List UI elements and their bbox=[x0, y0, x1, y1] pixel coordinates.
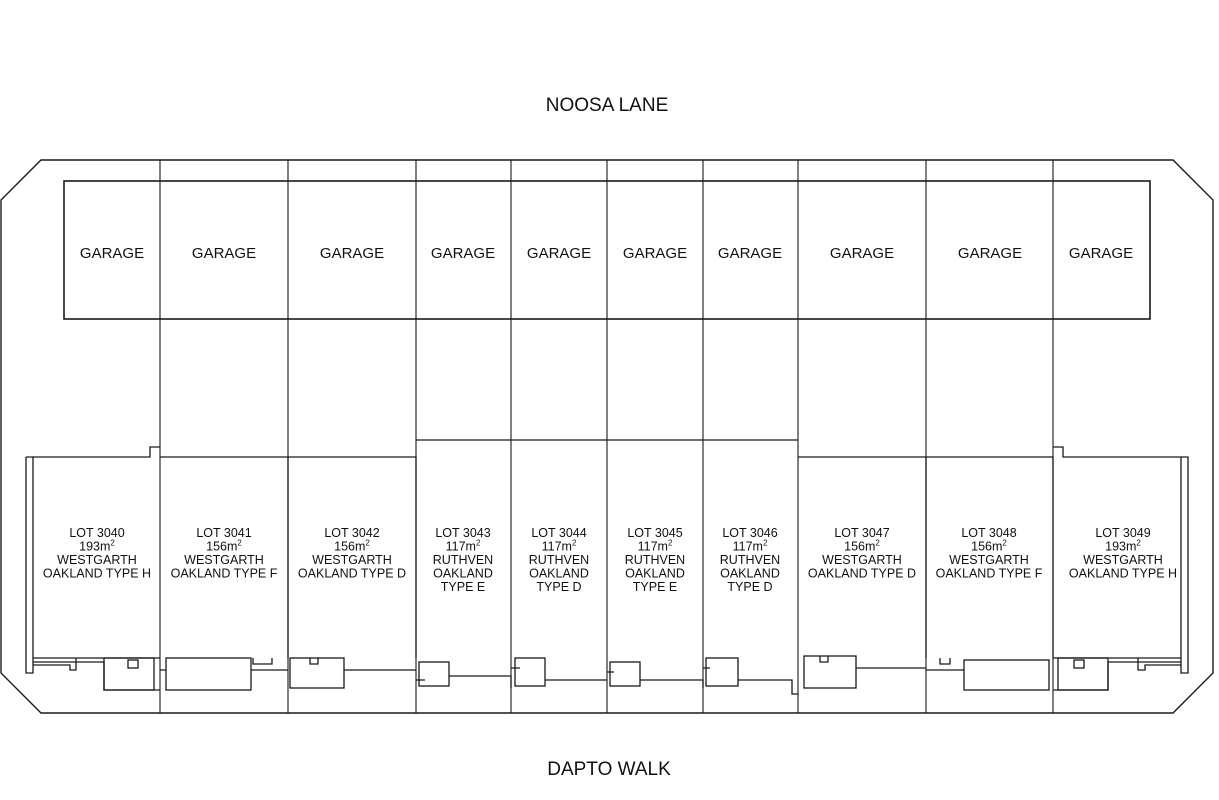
lot-type-line: OAKLAND bbox=[529, 566, 589, 581]
lot-number: LOT 3047 bbox=[834, 526, 890, 540]
lot-number: LOT 3048 bbox=[961, 526, 1017, 540]
garage-label: GARAGE bbox=[191, 245, 257, 262]
lot-area: 117m bbox=[541, 539, 572, 554]
lot-label: LOT 3043 $117m^2$ RUTHVEN OAKLAND TYPE E bbox=[432, 526, 494, 594]
lot-type-line: WESTGARTH bbox=[822, 553, 902, 567]
lot-type-line: WESTGARTH bbox=[184, 553, 264, 567]
lot-area: 156m bbox=[971, 539, 1003, 554]
lot-number: LOT 3042 bbox=[324, 526, 380, 540]
garage-label: GARAGE bbox=[430, 245, 496, 262]
lot-area: 193m bbox=[79, 539, 111, 554]
lot-number: LOT 3046 bbox=[722, 526, 778, 540]
lot-type-line: RUTHVEN bbox=[432, 553, 494, 567]
lot-label: LOT 3044 $117m^2$ RUTHVEN OAKLAND TYPE D bbox=[528, 526, 590, 594]
lot-type-line: OAKLAND bbox=[433, 566, 493, 581]
lot-type-line: TYPE D bbox=[727, 580, 773, 594]
lot-area: 117m bbox=[637, 539, 668, 554]
lot-label: LOT 3049 $193m^2$ WESTGARTH OAKLAND TYPE H bbox=[1068, 526, 1178, 581]
lot-type-line: WESTGARTH bbox=[1083, 553, 1163, 567]
lot-type-line: OAKLAND TYPE D bbox=[297, 566, 407, 581]
lot-type-line: WESTGARTH bbox=[312, 553, 392, 567]
street-label-top: NOOSA LANE bbox=[545, 95, 669, 116]
lot-type-line: OAKLAND TYPE F bbox=[170, 566, 278, 581]
garage-label: GARAGE bbox=[526, 245, 592, 262]
garage-label: GARAGE bbox=[957, 245, 1023, 262]
lot-type-line: RUTHVEN bbox=[528, 553, 590, 567]
garage-label: GARAGE bbox=[1068, 245, 1134, 262]
lot-label: LOT 3042 $156m^2$ WESTGARTH OAKLAND TYPE D bbox=[297, 526, 407, 581]
street-label-bottom: DAPTO WALK bbox=[547, 759, 671, 780]
lot-type-line: OAKLAND bbox=[625, 566, 685, 581]
lot-labels bbox=[43, 526, 1177, 594]
lot-label: LOT 3048 $156m^2$ WESTGARTH OAKLAND TYPE F bbox=[935, 526, 1043, 581]
lot-type-line: TYPE D bbox=[536, 580, 582, 594]
lot-type-line: RUTHVEN bbox=[719, 553, 781, 567]
garage-label: GARAGE bbox=[319, 245, 385, 262]
lot-type-line: OAKLAND TYPE H bbox=[42, 566, 152, 581]
lot-number: LOT 3041 bbox=[196, 526, 252, 540]
lot-area: 156m bbox=[844, 539, 876, 554]
lot-area: 156m bbox=[334, 539, 366, 554]
lot-area: 117m bbox=[445, 539, 476, 554]
lot-type-line: OAKLAND TYPE H bbox=[1068, 566, 1178, 581]
garage-label: GARAGE bbox=[622, 245, 688, 262]
garage-label: GARAGE bbox=[79, 245, 145, 262]
lot-area: 156m bbox=[206, 539, 238, 554]
lot-type-line: OAKLAND TYPE F bbox=[935, 566, 1043, 581]
lot-type-line: OAKLAND TYPE D bbox=[807, 566, 917, 581]
lot-dividers bbox=[160, 160, 1053, 713]
lot-area: 193m bbox=[1105, 539, 1137, 554]
lot-label: LOT 3046 $117m^2$ RUTHVEN OAKLAND TYPE D bbox=[719, 526, 781, 594]
lot-number: LOT 3045 bbox=[627, 526, 683, 540]
lot-type-line: TYPE E bbox=[440, 580, 486, 594]
lot-label: LOT 3047 $156m^2$ WESTGARTH OAKLAND TYPE D bbox=[807, 526, 917, 581]
lot-label: LOT 3041 $156m^2$ WESTGARTH OAKLAND TYPE F bbox=[170, 526, 278, 581]
lot-type-line: WESTGARTH bbox=[949, 553, 1029, 567]
lot-number: LOT 3049 bbox=[1095, 526, 1151, 540]
lot-number: LOT 3043 bbox=[435, 526, 491, 540]
lot-number: LOT 3040 bbox=[69, 526, 125, 540]
lot-type-line: RUTHVEN bbox=[624, 553, 686, 567]
lot-type-line: WESTGARTH bbox=[57, 553, 137, 567]
lot-type-line: TYPE E bbox=[632, 580, 678, 594]
lot-type-line: OAKLAND bbox=[720, 566, 780, 581]
lot-number: LOT 3044 bbox=[531, 526, 587, 540]
lot-area: 117m bbox=[732, 539, 763, 554]
lot-label: LOT 3045 $117m^2$ RUTHVEN OAKLAND TYPE E bbox=[624, 526, 686, 594]
garage-label: GARAGE bbox=[717, 245, 783, 262]
lot-label: LOT 3040 $193m^2$ WESTGARTH OAKLAND TYPE H bbox=[42, 526, 152, 581]
garage-label: GARAGE bbox=[829, 245, 895, 262]
